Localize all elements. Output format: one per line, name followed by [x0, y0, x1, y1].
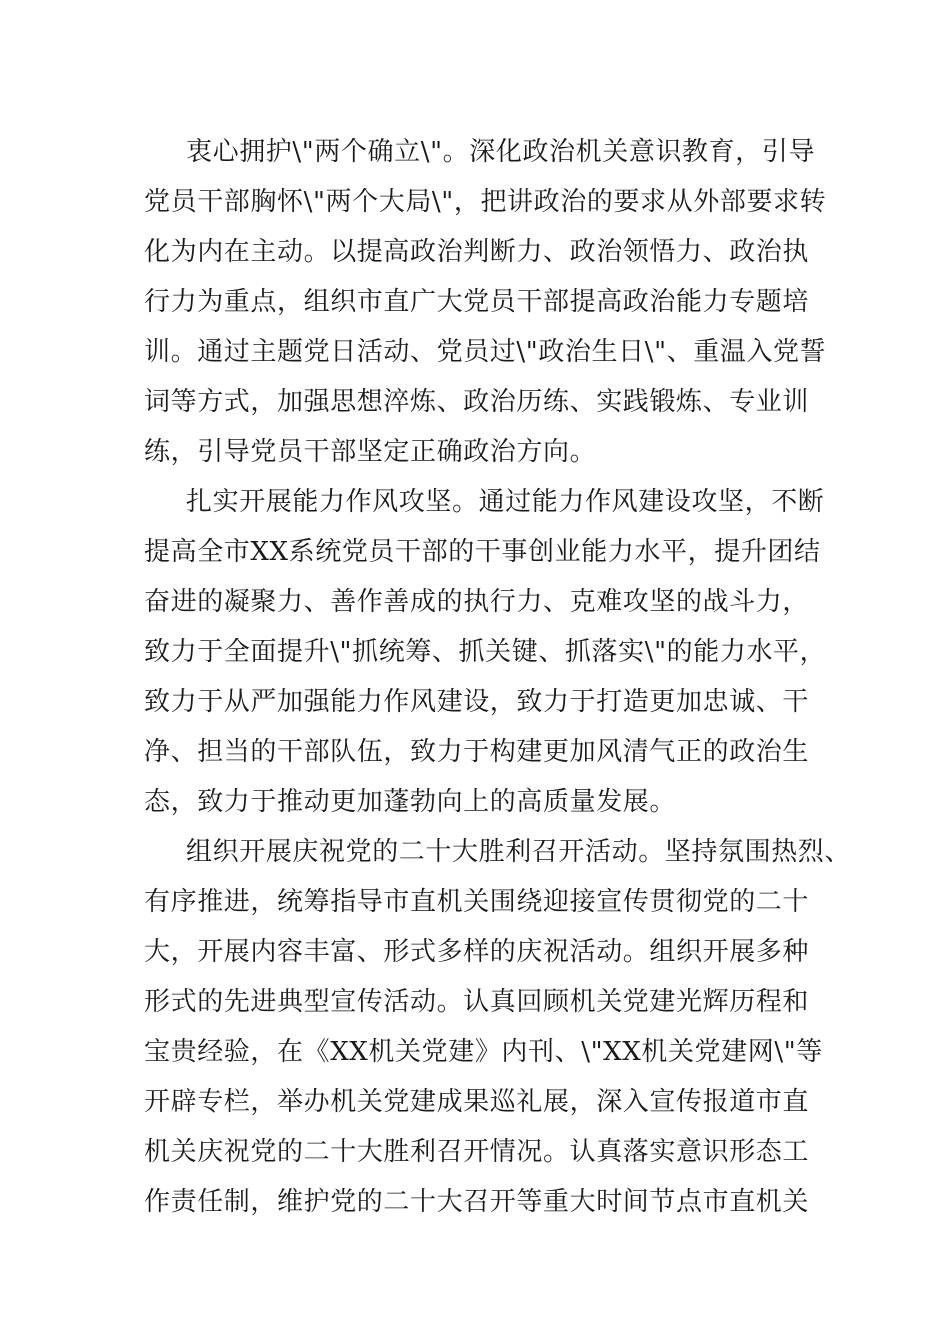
text-line: 党员干部胸怀\"两个大局\"，把讲政治的要求从外部要求转 — [144, 187, 827, 217]
text-line: 净、担当的干部队伍，致力于构建更加风清气正的政治生 — [144, 737, 810, 767]
text-line: 提高全市XX系统党员干部的干事创业能力水平，提升团结 — [144, 537, 821, 567]
text-line: 化为内在主动。以提高政治判断力、政治领悟力、政治执 — [144, 237, 810, 267]
text-line: 作责任制，维护党的二十大召开等重大时间节点市直机关 — [144, 1187, 810, 1217]
text-line: 开辟专栏，举办机关党建成果巡礼展，深入宣传报道市直 — [144, 1087, 810, 1117]
text-line: 致力于从严加强能力作风建设，致力于打造更加忠诚、干 — [144, 687, 810, 717]
text-line: 机关庆祝党的二十大胜利召开情况。认真落实意识形态工 — [144, 1137, 810, 1167]
text-line: 扎实开展能力作风攻坚。通过能力作风建设攻坚，不断 — [186, 487, 825, 517]
text-line: 训。通过主题党日活动、党员过\"政治生日\"、重温入党誓 — [144, 337, 827, 367]
text-line: 衷心拥护\"两个确立\"。深化政治机关意识教育，引导 — [186, 137, 816, 167]
text-line: 行力为重点，组织市直广大党员干部提高政治能力专题培 — [144, 287, 810, 317]
text-line: 组织开展庆祝党的二十大胜利召开活动。坚持氛围热烈、 — [186, 837, 852, 867]
text-line: 态，致力于推动更加蓬勃向上的高质量发展。 — [144, 787, 677, 817]
text-line: 练，引导党员干部坚定正确政治方向。 — [144, 437, 597, 467]
text-line: 奋进的凝聚力、善作善成的执行力、克难攻坚的战斗力， — [144, 587, 810, 617]
text-line: 大，开展内容丰富、形式多样的庆祝活动。组织开展多种 — [144, 937, 810, 967]
text-line: 致力于全面提升\"抓统筹、抓关键、抓落实\"的能力水平， — [144, 637, 827, 667]
text-line: 有序推进，统筹指导市直机关围绕迎接宣传贯彻党的二十 — [144, 887, 810, 917]
text-line: 宝贵经验，在《XX机关党建》内刊、\"XX机关党建网\"等 — [144, 1037, 823, 1067]
text-line: 词等方式，加强思想淬炼、政治历练、实践锻炼、专业训 — [144, 387, 810, 417]
text-line: 形式的先进典型宣传活动。认真回顾机关党建光辉历程和 — [144, 987, 810, 1017]
